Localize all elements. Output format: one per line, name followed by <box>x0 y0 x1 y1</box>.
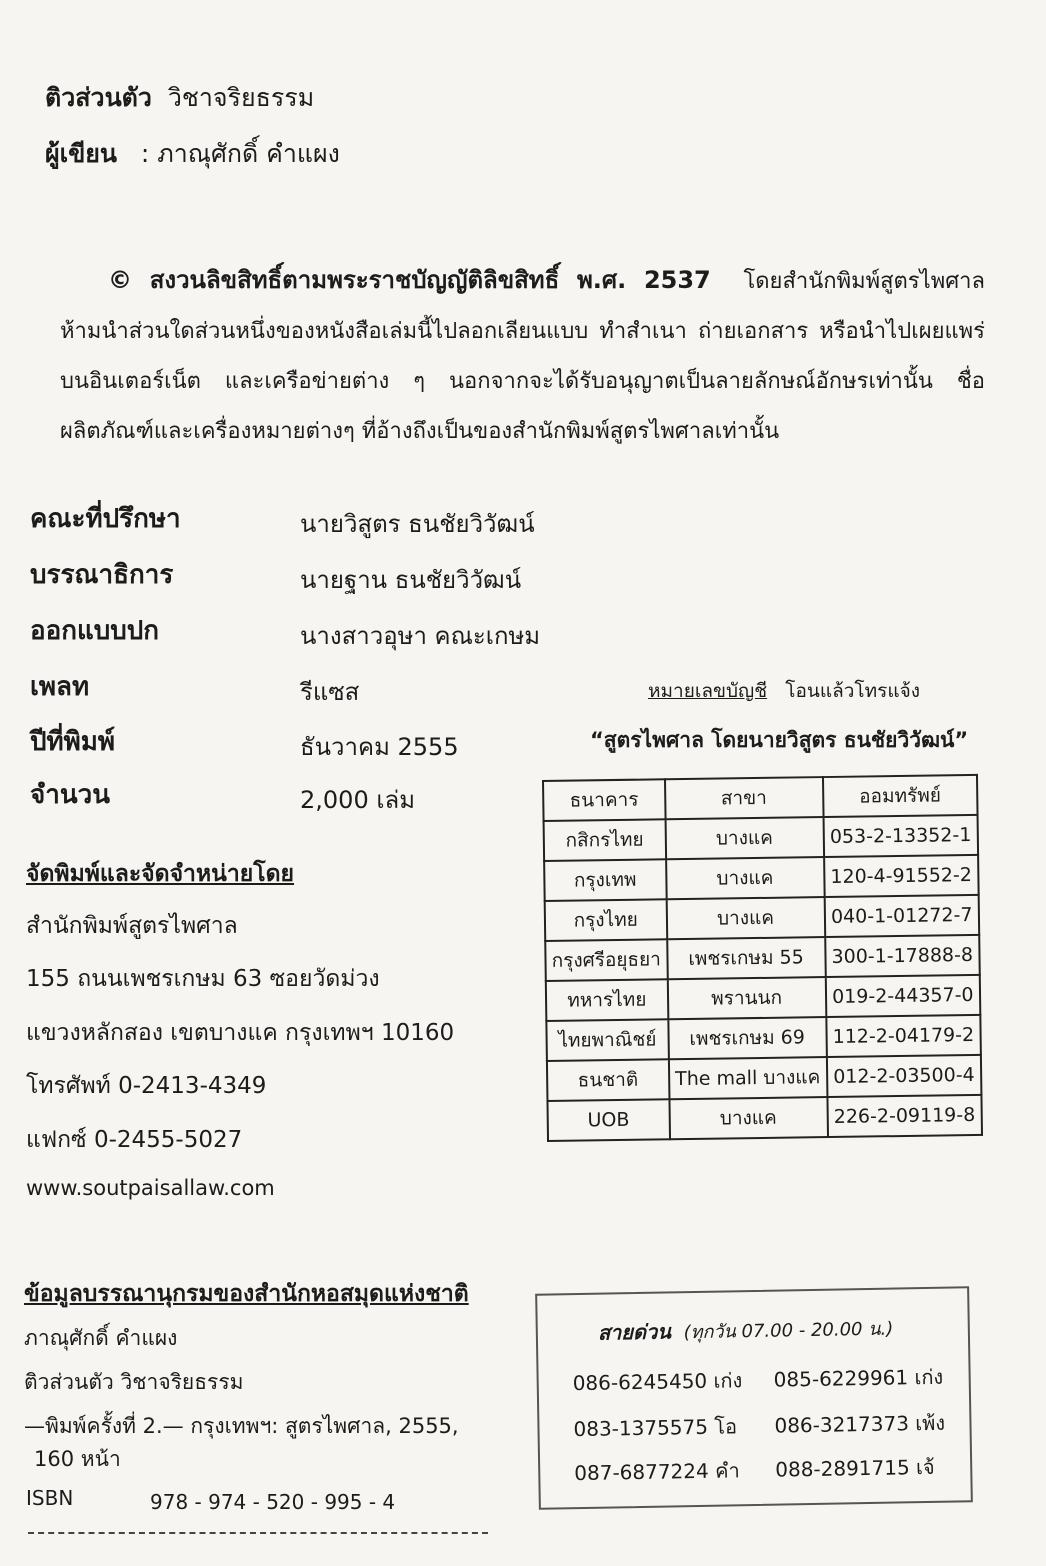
dashed-divider <box>28 1532 488 1534</box>
branch-cell: บางแค <box>666 897 825 939</box>
author-value: : ภาณุศักดิ์ คำแผง <box>140 139 340 168</box>
table-row <box>547 1095 982 1141</box>
table-row <box>545 895 980 941</box>
catalog-pages: 160 หน้า <box>34 1447 121 1471</box>
branch-cell: The mall บางแค <box>668 1057 827 1099</box>
branch-cell: บางแค <box>665 817 824 859</box>
hotline-contact: 087-6877224 คำ <box>574 1458 740 1486</box>
account-number-cell: 053-2-13352-1 <box>823 815 978 857</box>
bank-cell: ไทยพาณิชย์ <box>546 1019 668 1061</box>
hotline-box <box>535 1286 973 1510</box>
isbn-value: 978 - 974 - 520 - 995 - 4 <box>150 1490 396 1514</box>
credit-value: นายฐาน ธนชัยวิวัฒน์ <box>300 566 522 594</box>
table-row <box>544 855 979 901</box>
branch-cell: บางแค <box>666 857 825 899</box>
account-heading <box>648 676 920 706</box>
table-row <box>546 1015 981 1061</box>
bank-cell: กรุงศรีอยุธยา <box>545 939 667 981</box>
bank-cell: กรุงไทย <box>545 899 667 941</box>
copyright-heading: © สงวนลิขสิทธิ์ตามพระราชบัญญัติลิขสิทธิ์ พ.ศ. 2537 <box>108 266 711 294</box>
publisher-heading: จัดพิมพ์และจัดจำหน่ายโดย <box>26 861 295 887</box>
account-number-cell: 012-2-03500-4 <box>826 1055 981 1097</box>
bank-table <box>542 774 983 1142</box>
catalog-author: ภาณุศักดิ์ คำแผง <box>24 1326 178 1350</box>
catalog-title: ติวส่วนตัว วิชาจริยธรรม <box>24 1370 244 1394</box>
credit-value: 2,000 เล่ม <box>300 786 416 814</box>
credit-label: ออกแบบปก <box>30 616 159 646</box>
branch-cell: เพชรเกษม 69 <box>668 1017 827 1059</box>
catalog-heading: ข้อมูลบรรณานุกรมของสำนักหอสมุดแห่งชาติ <box>24 1281 469 1307</box>
credit-value: รีแซส <box>300 678 360 706</box>
copyright-body: โดยสำนักพิมพ์สูตรไพศาล ห้ามนำส่วนใดส่วนหนึ่งของหนังสือเล่มนี้ไปลอกเลียนแบบ ทำสำเนา ถ่ายเอกสาร หรือนำไปเผยแพร่บนอินเตอร์เน็ต และเครือข่ายต่าง ๆ นอกจากจะได้รับอนุญาตเป็นลายลักษณ์อักษรเท่านั้น ชื่อผลิตภัณฑ์และเครื่องหมายต่างๆ ที่อ้างถึงเป็นของสำนักพิมพ์สูตรไพศาลเท่านั้น <box>60 269 985 444</box>
hotline-contact: 083-1375575 โอ <box>573 1414 738 1442</box>
author-line <box>45 134 340 174</box>
account-number-cell: 300-1-17888-8 <box>825 935 980 977</box>
credit-label: จำนวน <box>30 780 110 810</box>
account-number-cell: 112-2-04179-2 <box>826 1015 981 1057</box>
branch-cell: พรานนก <box>667 977 826 1019</box>
credit-value: นางสาวอุษา คณะเกษม <box>300 622 541 650</box>
hotline-contact: 085-6229961 เก่ง <box>773 1364 944 1392</box>
branch-cell: เพชรเกษม 55 <box>667 937 826 979</box>
table-header-row <box>543 775 978 821</box>
bank-cell: ธนชาติ <box>547 1059 669 1101</box>
publisher-website[interactable]: www.soutpaisallaw.com <box>26 1176 275 1200</box>
copyright-notice <box>60 255 985 457</box>
column-header: สาขา <box>665 777 824 819</box>
credit-label: เพลท <box>30 672 90 702</box>
publisher-address: 155 ถนนเพชรเกษม 63 ซอยวัดม่วง <box>26 966 380 992</box>
bank-cell: ทหารไทย <box>546 979 668 1021</box>
title-subject: วิชาจริยธรรม <box>167 83 315 112</box>
title-bold: ติวส่วนตัว <box>45 83 152 112</box>
credit-value: ธันวาคม 2555 <box>300 733 459 761</box>
credit-label: บรรณาธิการ <box>30 560 174 590</box>
publisher-phone: โทรศัพท์ 0-2413-4349 <box>26 1073 267 1099</box>
isbn-label: ISBN <box>26 1486 74 1510</box>
hotline-label: สายด่วน <box>597 1319 672 1345</box>
table-row <box>544 815 979 861</box>
author-label: ผู้เขียน <box>45 139 118 168</box>
publisher-name: สำนักพิมพ์สูตรไพศาล <box>26 913 238 939</box>
catalog-edition: —พิมพ์ครั้งที่ 2.— กรุงเทพฯ: สูตรไพศาล, 2555, <box>24 1414 459 1438</box>
credit-label: ปีที่พิมพ์ <box>30 727 116 757</box>
column-header: ธนาคาร <box>543 779 665 821</box>
branch-cell: บางแค <box>669 1097 828 1139</box>
account-number-cell: 226-2-09119-8 <box>827 1095 982 1137</box>
hotline-contact: 088-2891715 เจ้ <box>775 1454 935 1482</box>
bank-cell: UOB <box>547 1099 669 1141</box>
account-number-cell: 120-4-91552-2 <box>824 855 979 897</box>
credit-value: นายวิสูตร ธนชัยวิวัฒน์ <box>300 510 535 538</box>
table-row <box>545 935 980 981</box>
publisher-fax: แฟกซ์ 0-2455-5027 <box>26 1127 243 1153</box>
hotline-title <box>598 1312 894 1349</box>
bank-cell: กสิกรไทย <box>544 819 666 861</box>
account-heading-label: หมายเลขบัญชี <box>648 680 768 702</box>
account-number-cell: 040-1-01272-7 <box>824 895 979 937</box>
table-row <box>546 975 981 1021</box>
account-number-cell: 019-2-44357-0 <box>825 975 980 1017</box>
hotline-contact: 086-6245450 เก่ง <box>572 1368 743 1396</box>
credit-label: คณะที่ปรึกษา <box>30 504 181 534</box>
book-title <box>45 78 314 118</box>
table-row <box>547 1055 982 1101</box>
column-header: ออมทรัพย์ <box>823 775 978 817</box>
hotline-contact: 086-3217373 เพ้ง <box>774 1410 946 1438</box>
account-heading-note: โอนแล้วโทรแจ้ง <box>785 680 921 702</box>
account-name: “สูตรไพศาล โดยนายวิสูตร ธนชัยวิวัฒน์” <box>590 728 969 752</box>
hotline-hours: (ทุกวัน 07.00 - 20.00 น.) <box>683 1318 894 1344</box>
publisher-address: แขวงหลักสอง เขตบางแค กรุงเทพฯ 10160 <box>26 1020 455 1046</box>
bank-cell: กรุงเทพ <box>544 859 666 901</box>
